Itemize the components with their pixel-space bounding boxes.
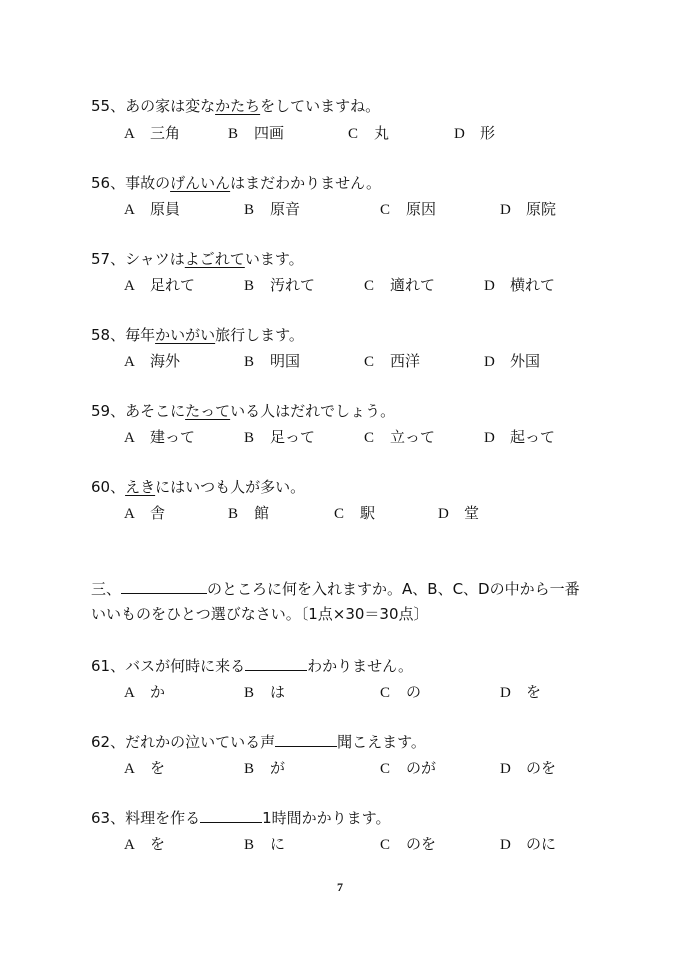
option-c: C 原因 [380, 200, 437, 218]
question-57 [91, 249, 304, 269]
question-text-post: 聞こえます。 [337, 733, 426, 751]
question-61 [91, 656, 413, 676]
option-b: B 四画 [228, 124, 285, 142]
option-c: C 適れて [364, 276, 436, 294]
question-text-pre: シャツは [125, 250, 185, 268]
question-number: 58、 [91, 326, 126, 344]
question-text-pre: あそこに [125, 402, 186, 420]
option-c: C の [380, 683, 422, 701]
question-text-post: はまだわかりません。 [230, 174, 382, 192]
question-text-post: 1時間かかります。 [262, 809, 391, 827]
option-d: D 起って [484, 428, 556, 446]
blank-line [121, 579, 207, 594]
section-instruction-line-1 [91, 579, 580, 599]
section-instruction-line-2 [91, 604, 429, 624]
option-d: D 原院 [500, 200, 557, 218]
question-text-post: いる人はだれでしょう。 [230, 402, 396, 420]
options-56 [124, 199, 604, 219]
option-d: D のを [500, 759, 557, 777]
option-c: C のが [380, 759, 437, 777]
underlined-word: げんいん [170, 174, 231, 192]
question-text-post: わかりません。 [307, 657, 414, 675]
option-a: A 三角 [124, 124, 181, 142]
question-text-post: にはいつも人が多い。 [155, 478, 306, 496]
options-58 [124, 351, 604, 371]
underlined-word: よごれて [184, 250, 245, 268]
options-55 [124, 123, 604, 143]
options-60 [124, 503, 604, 523]
question-text-pre: 事故の [125, 174, 171, 192]
question-56 [91, 173, 381, 193]
option-b: B が [244, 759, 286, 777]
option-c: C のを [380, 835, 437, 853]
option-b: B 足って [244, 428, 316, 446]
question-58 [91, 325, 304, 345]
underlined-word: かたち [215, 97, 261, 115]
question-text-pre: だれかの泣いている声 [125, 733, 276, 751]
question-text-pre: あの家は変な [125, 97, 216, 115]
options-61 [124, 682, 604, 702]
question-number: 55、 [91, 97, 126, 115]
option-b: B は [244, 683, 286, 701]
options-63 [124, 834, 604, 854]
option-a: A を [124, 759, 166, 777]
option-d: D 外国 [484, 352, 541, 370]
option-a: A を [124, 835, 166, 853]
option-d: D 横れて [484, 276, 556, 294]
section-number: 三、 [91, 580, 122, 598]
option-a: A 足れて [124, 276, 196, 294]
question-63 [91, 808, 390, 828]
option-d: D のに [500, 835, 557, 853]
question-number: 56、 [91, 174, 126, 192]
underlined-word: えき [125, 478, 156, 496]
question-60 [91, 477, 305, 497]
options-57 [124, 275, 604, 295]
page-number: 7 [337, 880, 343, 894]
option-b: B 館 [228, 504, 270, 522]
question-55 [91, 96, 380, 116]
option-c: C 立って [364, 428, 436, 446]
blank-line [245, 656, 307, 671]
question-text-post: います。 [244, 250, 304, 268]
blank-line [200, 808, 262, 823]
option-c: C 西洋 [364, 352, 421, 370]
option-d: D を [500, 683, 542, 701]
option-d: D 堂 [438, 504, 480, 522]
instruction-text: いいものをひとつ選びなさい。〔1点×30＝30点〕 [91, 605, 429, 623]
option-a: A 原員 [124, 200, 181, 218]
option-a: A 海外 [124, 352, 181, 370]
options-62 [124, 758, 604, 778]
blank-line [275, 732, 337, 747]
option-b: B 汚れて [244, 276, 316, 294]
question-59 [91, 401, 395, 421]
option-a: A 舎 [124, 504, 166, 522]
question-number: 61、 [91, 657, 126, 675]
question-text-post: をしていますね。 [260, 97, 381, 115]
option-b: B 原音 [244, 200, 301, 218]
question-number: 62、 [91, 733, 126, 751]
option-d: D 形 [454, 124, 496, 142]
options-59 [124, 427, 604, 447]
question-62 [91, 732, 426, 752]
option-c: C 丸 [348, 124, 390, 142]
underlined-word: たって [185, 402, 231, 420]
question-number: 60、 [91, 478, 126, 496]
instruction-text: のところに何を入れますか。A、B、C、Dの中から一番 [207, 580, 580, 598]
question-text-pre: 料理を作る [125, 809, 201, 827]
question-text-pre: 毎年 [125, 326, 156, 344]
question-number: 63、 [91, 809, 126, 827]
question-number: 59、 [91, 402, 126, 420]
option-c: C 駅 [334, 504, 376, 522]
question-number: 57、 [91, 250, 126, 268]
question-text-post: 旅行します。 [215, 326, 304, 344]
underlined-word: かいがい [155, 326, 216, 344]
option-a: A 建って [124, 428, 196, 446]
option-b: B に [244, 835, 286, 853]
option-a: A か [124, 683, 166, 701]
question-text-pre: バスが何時に来る [125, 657, 246, 675]
option-b: B 明国 [244, 352, 301, 370]
